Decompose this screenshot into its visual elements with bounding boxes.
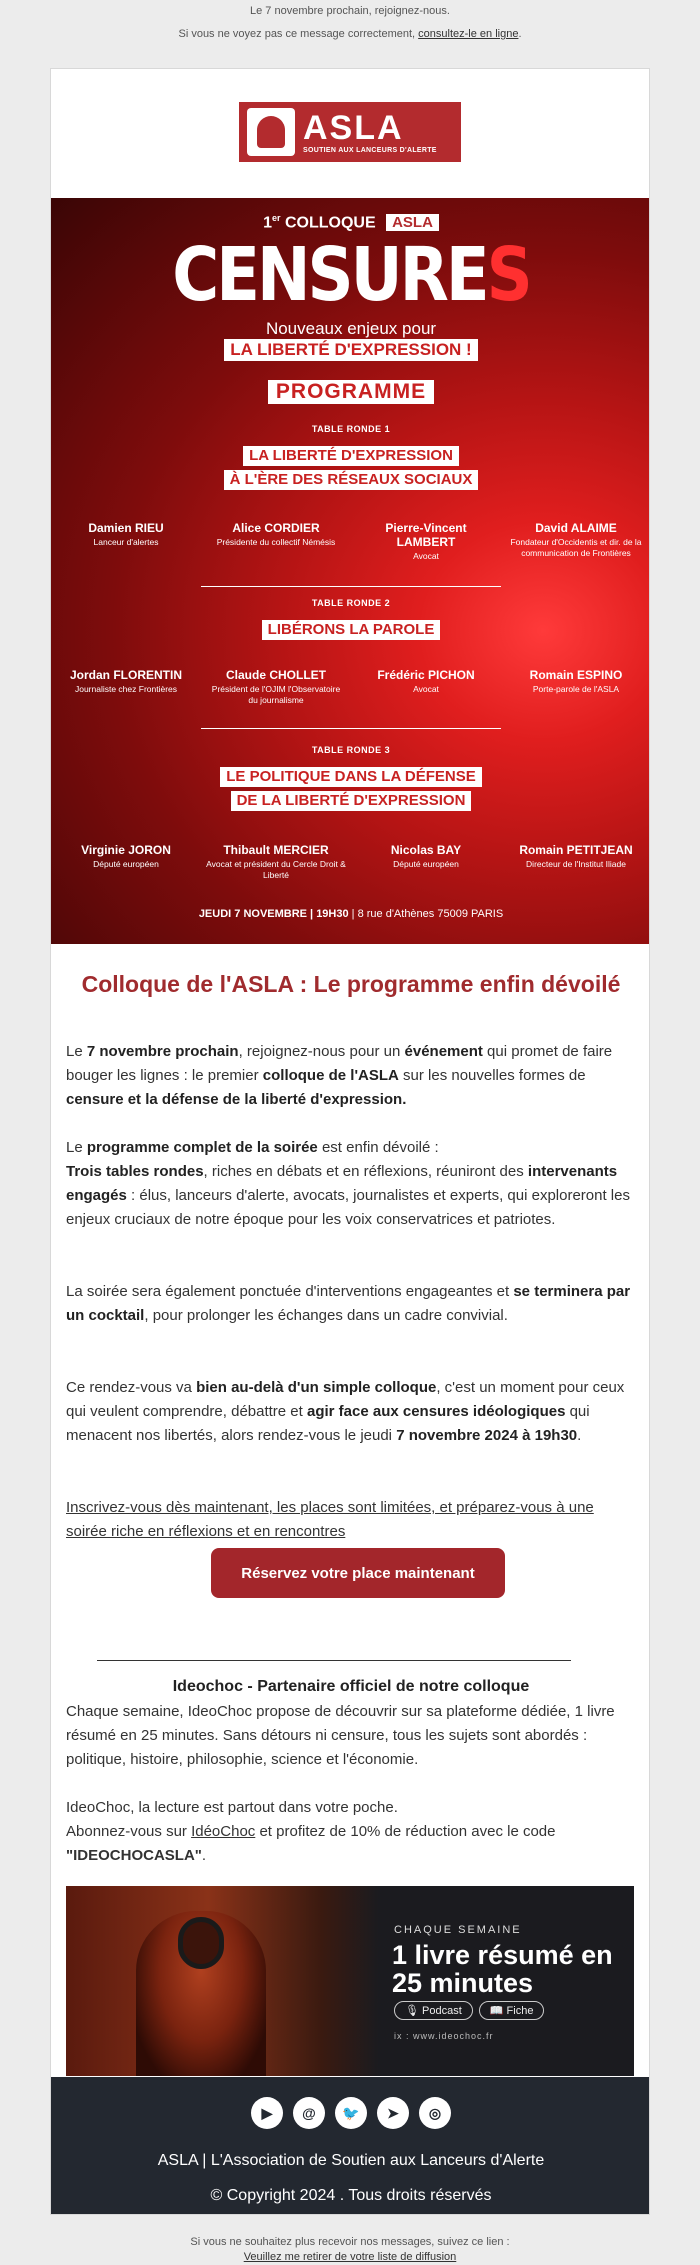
speaker: Damien RIEU Lanceur d'alertes (88, 521, 164, 547)
preheader-text: Le 7 novembre prochain, rejoignez-nous. (250, 5, 450, 17)
logo-name: ASLA (303, 108, 404, 147)
unsubscribe-text: Si vous ne souhaitez plus recevoir nos messages, suivez ce lien : (190, 2236, 510, 2248)
mask-icon (247, 108, 295, 156)
asla-logo[interactable] (239, 102, 461, 162)
paragraph-cocktail: La soirée sera également ponctuée d'interventions engageantes et se terminera par un cocktail, pour prolonger les échanges dans un cadre convivial. (66, 1283, 631, 1324)
divider (201, 728, 501, 729)
poster-colloque-heading: 1er COLLOQUE ASLA (51, 213, 650, 232)
paragraph-intro: Le 7 novembre prochain, rejoignez-nous pour un événement qui promet de faire bouger les lignes : le premier colloque de l'ASLA sur les nouvelles formes de censure et la défense de la liberté d'expression. (66, 1043, 613, 1108)
poster-programme-label: PROGRAMME (51, 380, 650, 404)
speaker: Jordan FLORENTIN Journaliste chez Frontières (69, 668, 182, 694)
instagram-icon[interactable]: ◎ (419, 2097, 451, 2129)
social-links (51, 2097, 650, 2129)
unsubscribe-link[interactable]: Veuillez me retirer de votre liste de diffusion (243, 2251, 457, 2263)
poster-subtitle: Nouveaux enjeux pour (265, 319, 437, 338)
speakers-row (51, 843, 650, 881)
speaker: David ALAIME Fondateur d'Occidentis et dir. de la communication de Frontières (510, 521, 642, 558)
reader-illustration (136, 1911, 266, 2076)
ideochoc-link[interactable]: IdéoChoc (191, 1823, 256, 1840)
paragraph-rendezvous: Ce rendez-vous va bien au-delà d'un simple colloque, c'est un moment pour ceux qui veulent comprendre, débattre et agir face aux censures idéologiques qui menacent nos libertés, alors rendez-vous le jeudi 7 novembre 2024 à 19h30. (66, 1379, 625, 1444)
email-card (50, 68, 650, 2215)
reserve-button[interactable]: Réservez votre place maintenant (211, 1548, 505, 1598)
youtube-icon[interactable]: ▶ (251, 2097, 283, 2129)
partner-description: Chaque semaine, IdeoChoc propose de découvrir sur sa plateforme dédiée, 1 livre résumé en 25 minutes. Sans détours ni censure, tous les sujets sont abordés : politique, histoire, philosophie, science et l'économie. (66, 1703, 615, 1768)
speakers-row (51, 668, 650, 706)
speaker: Alice CORDIER Présidente du collectif Némésis (216, 521, 336, 547)
speaker: Claude CHOLLET Président de l'OJIM l'Observatoire du journalisme (211, 668, 341, 705)
table-title: LA LIBERTÉ D'EXPRESSION À L'ÈRE DES RÉSEAUX SOCIAUX (51, 446, 650, 494)
speaker: Nicolas BAY Député européen (390, 843, 462, 869)
partner-title: Ideochoc - Partenaire officiel de notre colloque (172, 1678, 530, 1695)
footer (51, 2077, 650, 2215)
fiche-pill: 📖 Fiche (479, 2001, 545, 2020)
logo-tagline: SOUTIEN AUX LANCEURS D'ALERTE (303, 146, 437, 154)
poster-subtitle-highlight: LA LIBERTÉ D'EXPRESSION ! (51, 339, 650, 361)
speaker: Romain ESPINO Porte-parole de l'ASLA (529, 668, 623, 694)
paragraph-programme: Le programme complet de la soirée est enfin dévoilé : Trois tables rondes, riches en débats et en réflexions, réuniront des intervenants engagés : élus, lanceurs d'alerte, avocats, journalistes et experts, qui exploreront les enjeux cruciaux de notre époque pour les voix conservatrices et patriotes. (66, 1139, 630, 1228)
table-title: LE POLITIQUE DANS LA DÉFENSE DE LA LIBERTÉ D'EXPRESSION (51, 767, 650, 815)
view-online-link[interactable]: consultez-le en ligne (418, 28, 519, 40)
footer-copyright: © Copyright 2024 . Tous droits réservés (210, 2187, 492, 2204)
speaker: Romain PETITJEAN Directeur de l'Institut Iliade (519, 843, 633, 869)
logo-area (51, 69, 650, 198)
poster-headline: CENSURES (172, 233, 530, 319)
view-online-line: Si vous ne voyez pas ce message correctement, consultez-le en ligne. (178, 28, 522, 40)
ideochoc-banner[interactable]: CHAQUE SEMAINE 1 livre résumé en 25 minutes 🎙 Podcast 📖 Fiche ix : www.ideochoc.fr (66, 1886, 634, 2076)
table-label: TABLE RONDE 3 (311, 745, 391, 755)
table-title: LIBÉRONS LA PAROLE (51, 620, 650, 644)
speaker: Virginie JORON Député européen (81, 843, 171, 869)
poster-brand: ASLA (386, 214, 439, 231)
twitter-icon[interactable]: 🐦 (335, 2097, 367, 2129)
partner-offer: IdeoChoc, la lecture est partout dans votre poche. Abonnez-vous sur IdéoChoc et profitez de 10% de réduction avec le code "IDEOCHOCASLA". (66, 1799, 556, 1864)
footer-association: ASLA | L'Association de Soutien aux Lanceurs d'Alerte (157, 2152, 545, 2169)
divider (201, 586, 501, 587)
speaker: Thibault MERCIER Avocat et président du Cercle Droit & Liberté (206, 843, 346, 880)
speaker: Frédéric PICHON Avocat (377, 668, 475, 694)
table-label: TABLE RONDE 1 (311, 424, 391, 434)
podcast-pill: 🎙 Podcast (394, 2001, 473, 2020)
programme-poster[interactable] (51, 198, 650, 944)
divider (97, 1660, 571, 1661)
table-label: TABLE RONDE 2 (311, 598, 391, 608)
article-title: Colloque de l'ASLA : Le programme enfin dévoilé (81, 971, 621, 997)
email-icon[interactable]: @ (293, 2097, 325, 2129)
promo-code: "IDEOCHOCASLA" (66, 1847, 202, 1864)
speakers-row (51, 521, 650, 562)
register-link[interactable]: Inscrivez-vous dès maintenant, les places sont limitées, et préparez-vous à une soirée riche en réflexions et en rencontres (66, 1499, 594, 1540)
telegram-icon[interactable]: ➤ (377, 2097, 409, 2129)
speaker: Pierre-Vincent LAMBERT Avocat (385, 521, 467, 561)
poster-date-location: JEUDI 7 NOVEMBRE | 19H30 | 8 rue d'Athènes 75009 PARIS (198, 908, 504, 920)
